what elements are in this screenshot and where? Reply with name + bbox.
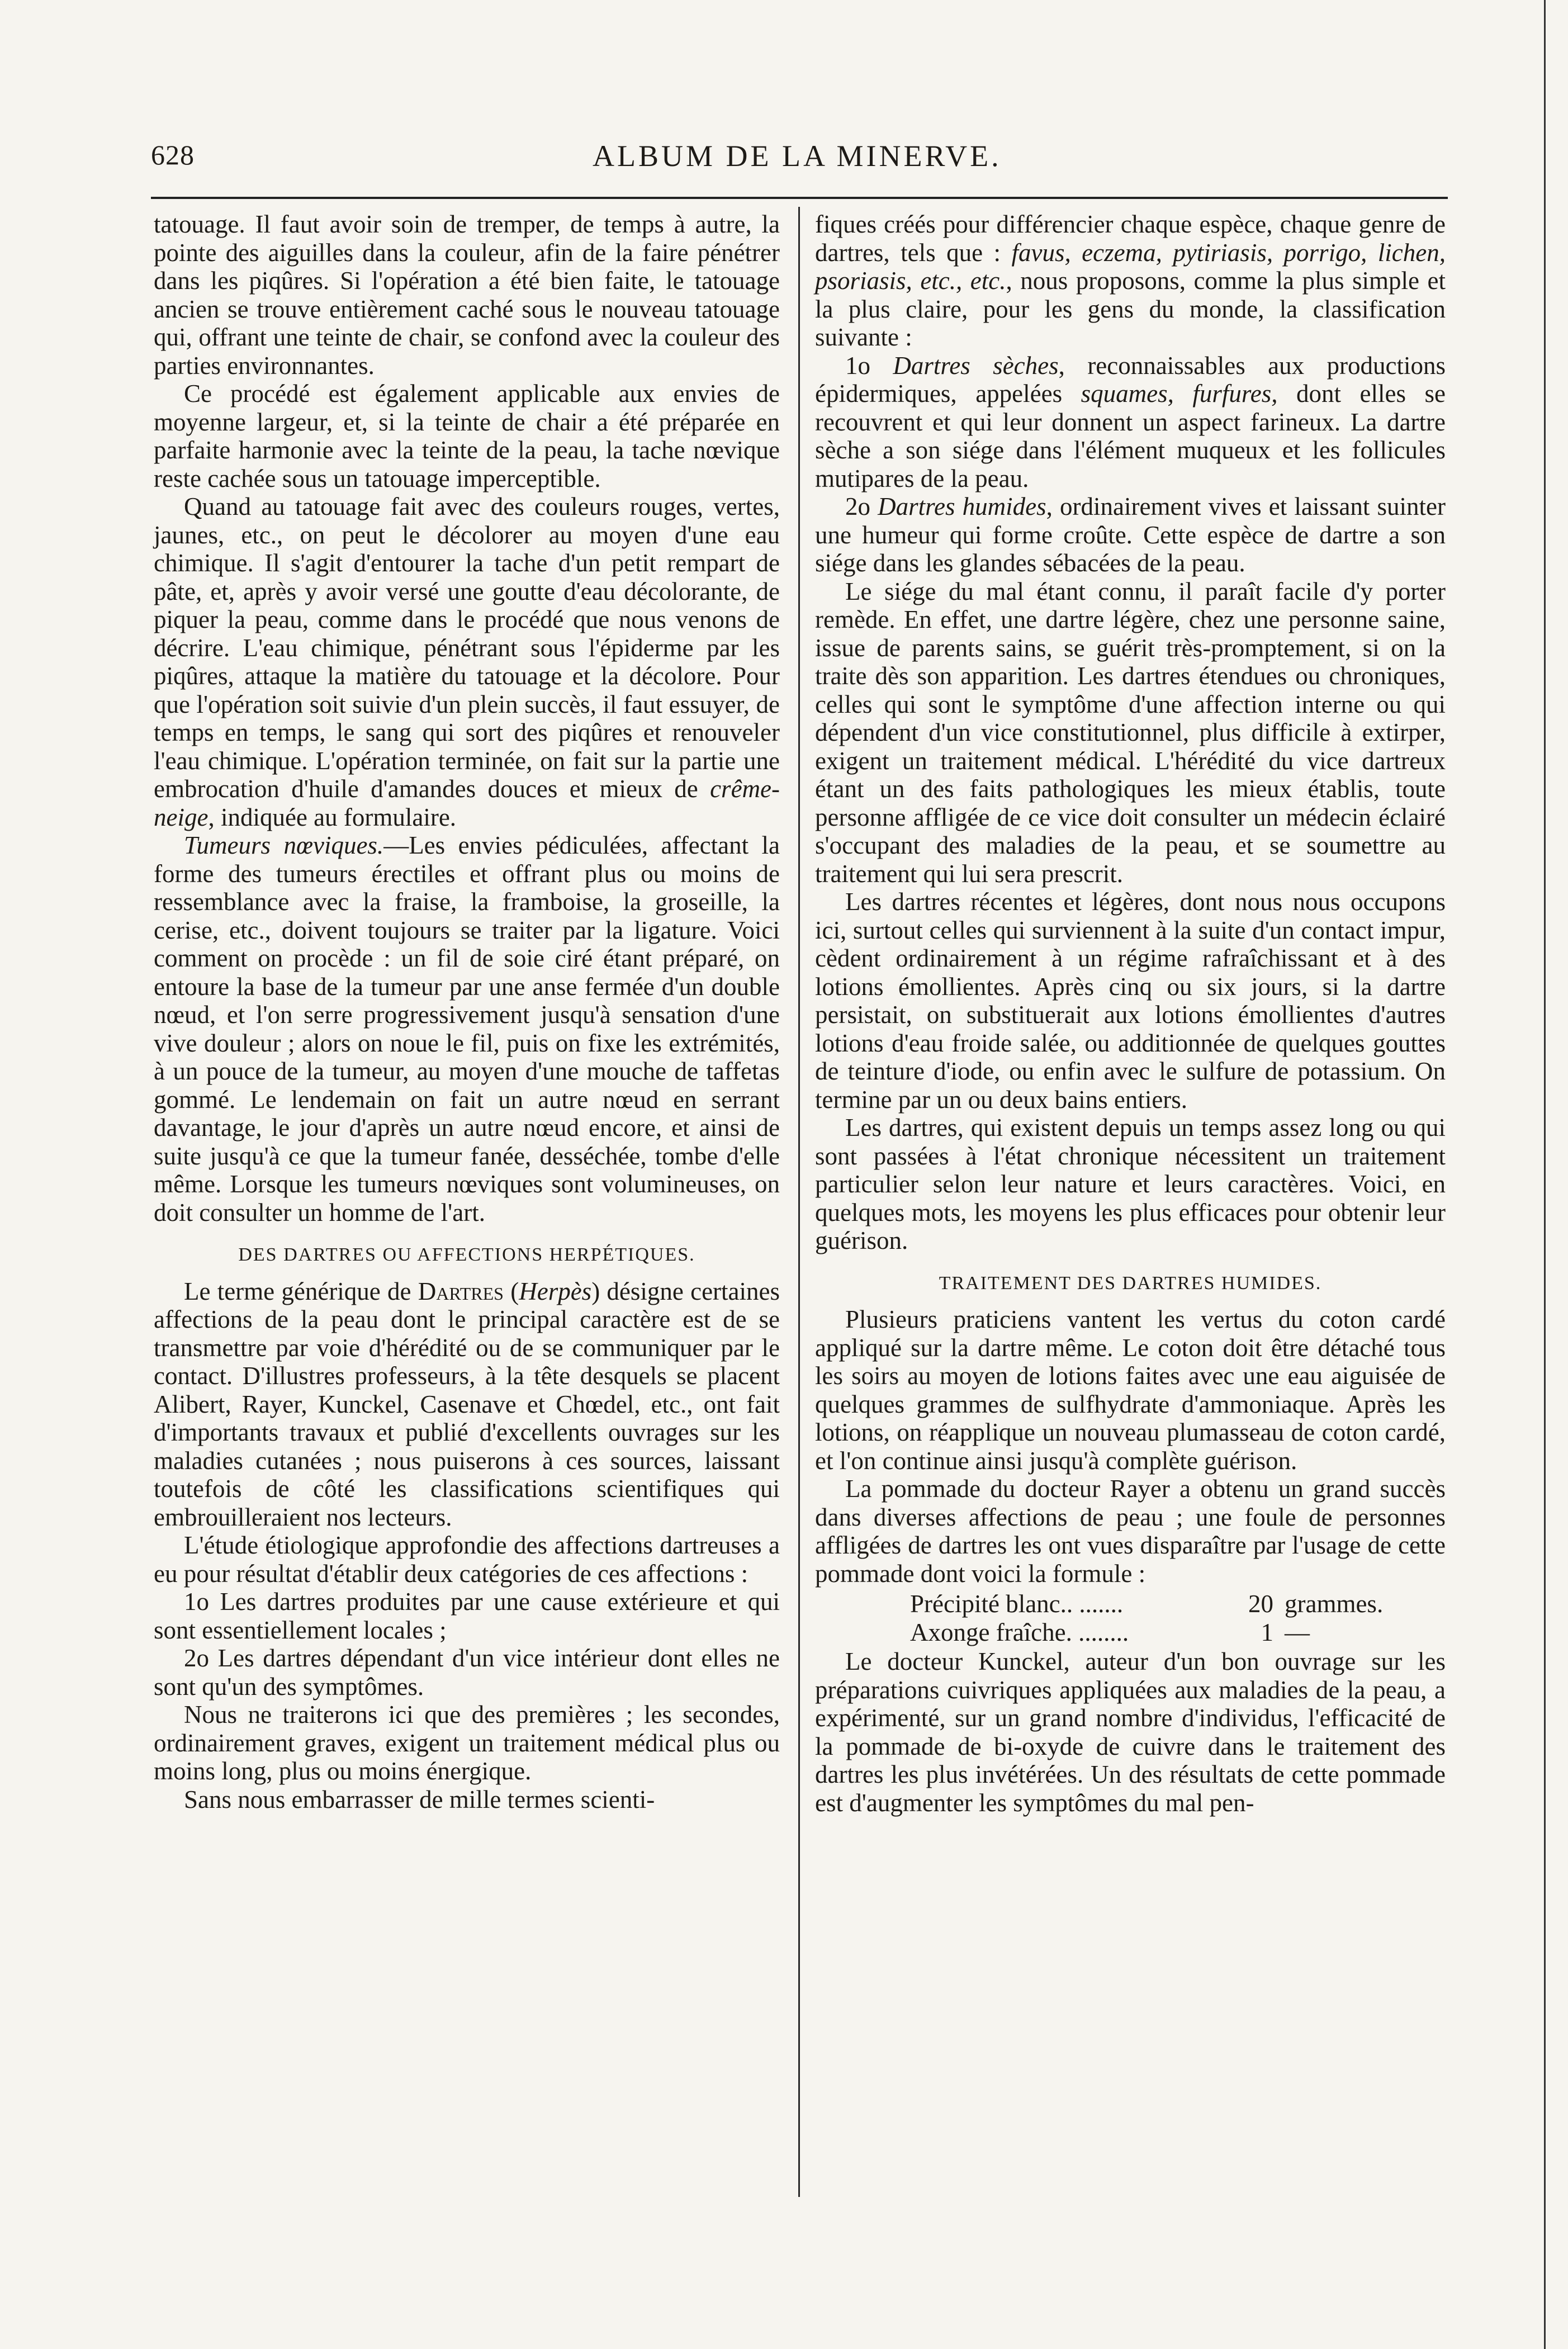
paragraph xyxy=(815,210,1446,352)
text-run: 1o xyxy=(845,351,893,380)
text-run: fiques créés pour différencier chaque espèce, chaque genre de dartres, tels que : xyxy=(815,210,1446,267)
paragraph xyxy=(815,352,1446,493)
page-header xyxy=(151,139,1448,189)
section-title: TRAITEMENT DES DARTRES HUMIDES. xyxy=(939,1272,1322,1294)
paragraph xyxy=(154,1277,780,1532)
italic-term: favus, eczema, pytiriasis, porrigo, lichen, psoriasis, etc., etc. xyxy=(815,238,1446,295)
formula-unit: — xyxy=(1285,1618,1310,1646)
page-number: 628 xyxy=(151,139,195,171)
paragraph: Le siége du mal étant connu, il paraît facile d'y porter remède. En effet, une dartre légère, chez une personne saine, issue de parents sains, se guérit très-promptement, si on la traite dès son apparition. Les dartres étendues ou chroniques, celles qui sont le symptôme d'une affection interne ou qui dépendent d'un vice constitutionnel, plus difficile à extirper, exigent un traitement médical. L'hérédité du vice dartreux étant un des faits pathologiques les mieux établis, toute personne affligée de ce vice doit consulter un médecin éclairé s'occupant des maladies de la peau, et se soumettre au traitement qui lui sera prescrit. xyxy=(815,577,1446,888)
paragraph: Les dartres, qui existent depuis un temps assez long ou qui sont passées à l'état chronique nécessitent un traitement particulier selon leur nature et leurs caractères. Voici, en quelques mots, les moyens les plus efficaces pour obtenir leur guérison. xyxy=(815,1114,1446,1254)
italic-term: Herpès xyxy=(519,1277,592,1305)
paragraph: Nous ne traiterons ici que des premières ; les secondes, ordinairement graves, exigent un traitement médical plus ou moins long, plus ou moins énergique. xyxy=(154,1701,780,1785)
paragraph xyxy=(154,831,780,1226)
paragraph: Sans nous embarrasser de mille termes scienti- xyxy=(184,1785,655,1813)
text-run: , indiquée au formulaire. xyxy=(208,803,457,831)
paragraph: tatouage. Il faut avoir soin de tremper, de temps à autre, la pointe des aiguilles dans la couleur, afin de la faire pénétrer dans les piqûres. Si l'opération a été bien faite, le tatouage ancien se trouve entièrement caché sous le nouveau tatouage qui, offrant une teinte de chair, se confond avec la couleur des parties environnantes. xyxy=(154,210,780,380)
formula-table xyxy=(910,1590,1446,1646)
paragraph: L'étude étiologique approfondie des affections dartreuses a eu pour résultat d'établir deux catégories de ces affections : xyxy=(154,1531,780,1588)
paragraph xyxy=(154,492,780,831)
formula-row xyxy=(910,1590,1446,1618)
italic-term: Dartres sèches xyxy=(893,351,1059,380)
left-column xyxy=(154,210,780,1813)
text-run: ) désigne certaines affections de la peau dont le principal caractère est de se transmettre par voie d'hérédité ou de se communiquer par le contact. D'illustres professeurs, à la tête desquels se placent Alibert, Rayer, Kunckel, Casenave et Chœdel, etc., ont fait d'importants travaux et publié d'excellents ouvrages sur les maladies cutanées ; nous puiserons à ces sources, laissant toutefois de côté les classifications scientifiques qui embrouilleraient nos lecteurs. xyxy=(154,1277,780,1531)
paragraph: Le docteur Kunckel, auteur d'un bon ouvrage sur les préparations cuivriques appliquées aux maladies de la peau, a expérimenté, sur un grand nombre d'individus, l'efficacité de la pommade de bi-oxyde de cuivre dans le traitement des dartres les plus invétérées. Un des résultats de cette pommade est d'augmenter les symptômes du mal pen- xyxy=(815,1647,1446,1817)
text-run: Le terme générique de xyxy=(184,1277,418,1305)
text-run: , nous proposons, comme la plus simple et la plus claire, pour les gens du monde, la classification suivante : xyxy=(815,267,1446,351)
text-run: , ordinairement vives et laissant suinter une humeur qui forme croûte. Cette espèce de dartre a son siége dans les glandes sébacées de la peau. xyxy=(815,492,1446,577)
text-run: ( xyxy=(503,1277,519,1305)
column-divider xyxy=(798,207,800,2197)
italic-heading: Tumeurs nœviques. xyxy=(184,831,384,859)
italic-term: crême-neige xyxy=(154,775,780,831)
text-run: dont elles se recouvrent et qui leur donnent un aspect farineux. La dartre sèche a son siége dans l'élément muqueux et les follicules mutipares de la peau. xyxy=(815,380,1446,492)
header-rule xyxy=(151,197,1448,199)
paragraph: 2o Les dartres dépendant d'un vice intérieur dont elles ne sont qu'un des symptômes. xyxy=(154,1644,780,1701)
italic-term: squames, furfures, xyxy=(1081,380,1278,408)
formula-row xyxy=(910,1618,1446,1647)
page-edge xyxy=(1544,0,1546,2349)
section-title: DES DARTRES OU AFFECTIONS HERPÉTIQUES. xyxy=(238,1244,695,1265)
formula-quantity: 1 xyxy=(1261,1618,1273,1646)
paragraph: 1o Les dartres produites par une cause extérieure et qui sont essentiellement locales ; xyxy=(154,1588,780,1644)
text-run: , reconnaissables aux productions épidermiques, appelées xyxy=(815,351,1446,408)
paragraph: Ce procédé est également applicable aux envies de moyenne largeur, et, si la teinte de chair a été préparée en parfaite harmonie avec la teinte de la peau, la tache nœvique reste cachée sous un tatouage imperceptible. xyxy=(154,380,780,492)
paragraph: Les dartres récentes et légères, dont nous nous occupons ici, surtout celles qui surviennent à la suite d'un contact impur, cèdent ordinairement à un régime rafraîchissant et à des lotions émollientes. Après cinq ou six jours, si la dartre persistait, on substituerait aux lotions émollientes d'autres lotions d'eau froide salée, ou additionnée de quelques gouttes de teinture d'iode, ou enfin avec le sulfure de potassium. On termine par un ou deux bains entiers. xyxy=(815,888,1446,1114)
italic-term: Dartres humides xyxy=(878,492,1046,520)
paragraph: La pommade du docteur Rayer a obtenu un grand succès dans diverses affections de peau ; une foule de personnes affligées de dartres les ont vues disparaître par l'usage de cette pommade dont voici la formule : xyxy=(815,1475,1446,1588)
formula-ingredient: Axonge fraîche. ........ xyxy=(910,1618,1129,1646)
text-run: —Les envies pédiculées, affectant la forme des tumeurs érectiles et offrant plus ou moins de ressemblance avec la fraise, la framboise, la groseille, la cerise, etc., doivent toujours se traiter par la ligature. Voici comment on procède : un fil de soie ciré étant préparé, on entoure la base de la tumeur par une anse fermée d'un double nœud, et l'on serre progressivement jusqu'à sensation d'une vive douleur ; alors on noue le fil, puis on fixe les extrémités, à un pouce de la tumeur, au moyen d'une mouche de taffetas gommé. Le lendemain on fait un autre nœud en serrant davantage, le jour d'après un autre nœud encore, et ainsi de suite jusqu'à ce que la tumeur fanée, desséchée, tombe d'elle même. Lorsque les tumeurs nœviques sont volumineuses, on doit consulter un homme de l'art. xyxy=(154,831,780,1226)
smallcaps-term: Dartres xyxy=(418,1277,504,1305)
paragraph xyxy=(815,492,1446,577)
text-run: Quand au tatouage fait avec des couleurs rouges, vertes, jaunes, etc., on peut le décolorer au moyen d'une eau chimique. Il s'agit d'entourer la tache d'un petit rempart de pâte, et, après y avoir versé une goutte d'eau décolorante, de piquer la peau, comme dans le procédé que nous venons de décrire. L'eau chimique, pénétrant sous l'épiderme par les piqûres, attaque la matière du tatouage et la décolore. Pour que l'opération soit suivie d'un plein succès, il faut essuyer, de temps en temps, le sang qui sort des piqûres et renouveler l'eau chimique. L'opération terminée, on fait sur la partie une embrocation d'huile d'amandes douces et mieux de xyxy=(154,492,780,803)
right-column xyxy=(815,210,1446,1817)
formula-unit: grammes. xyxy=(1285,1590,1384,1618)
formula-quantity: 20 xyxy=(1248,1590,1273,1618)
text-run: 2o xyxy=(845,492,878,520)
formula-ingredient: Précipité blanc.. ....... xyxy=(910,1590,1124,1618)
paragraph: Plusieurs praticiens vantent les vertus du coton cardé appliqué sur la dartre même. Le coton doit être détaché tous les soirs au moyen de lotions faites avec une eau aiguisée de quelques grammes de sulfhydrate d'ammoniaque. Après les lotions, on réapplique un nouveau plumasseau de coton cardé, et l'on continue ainsi jusqu'à complète guérison. xyxy=(815,1305,1446,1475)
running-title: ALBUM DE LA MINERVE. xyxy=(593,139,1002,173)
